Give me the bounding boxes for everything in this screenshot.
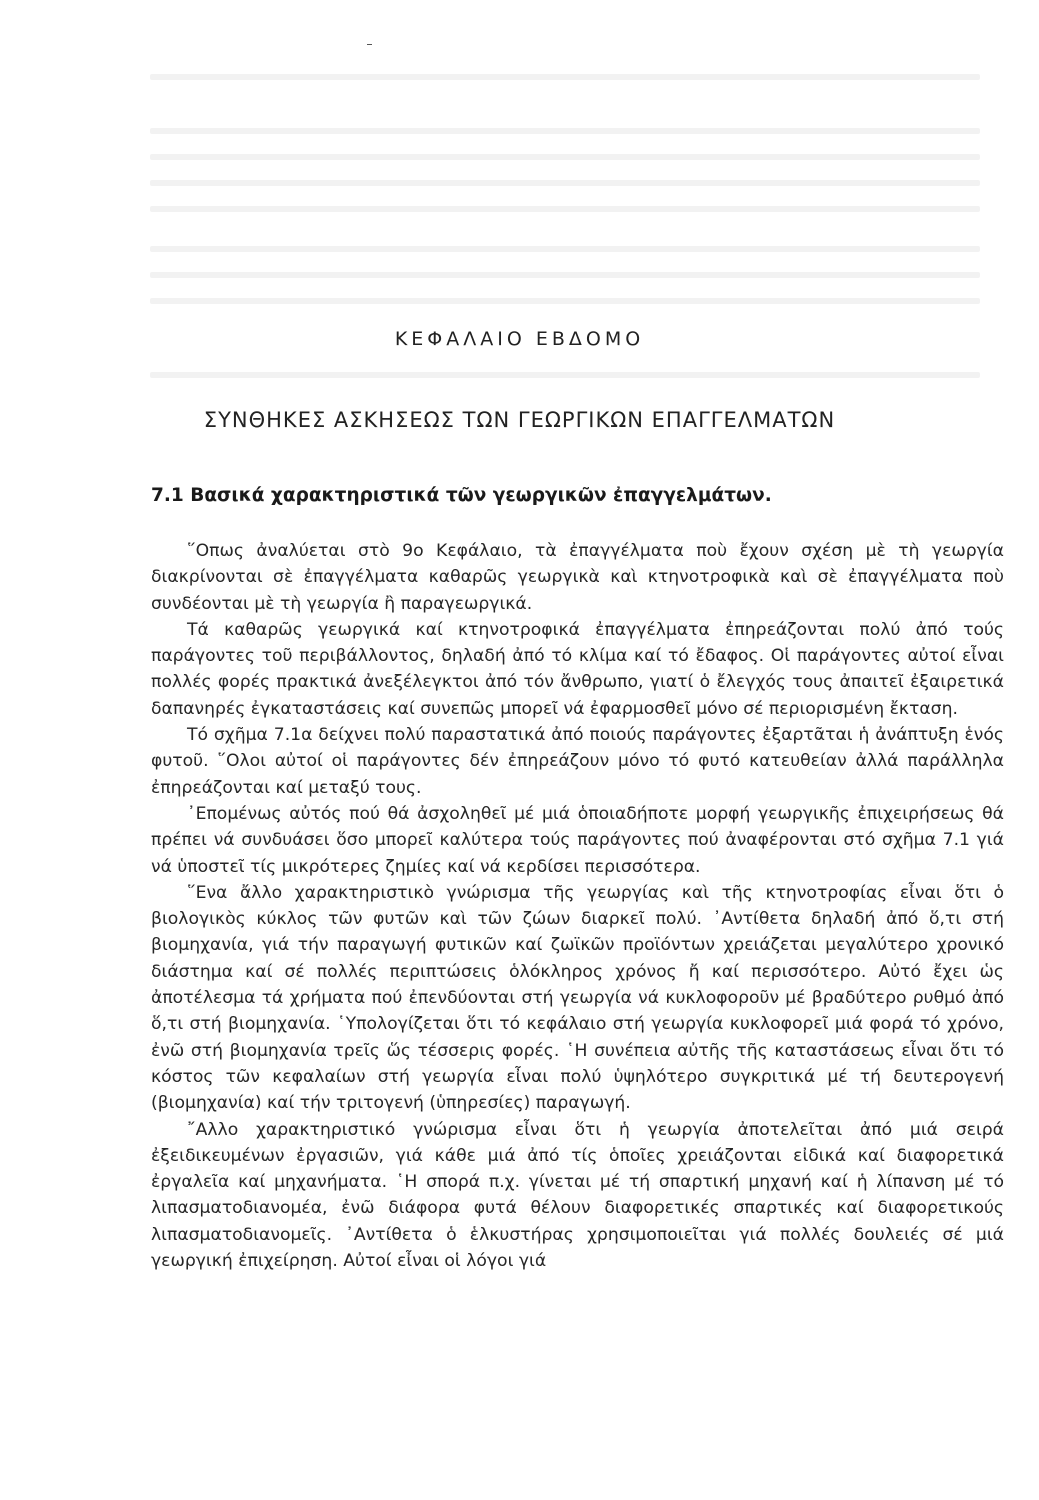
paragraph: Τά καθαρῶς γεωργικά καί κτηνοτροφικά ἐπαγγέλματα ἐπηρεάζονται πολύ ἀπό τούς παράγοντες τοῦ περιβάλλοντος, δηλαδή ἀπό τό κλίμα καί τό ἔδαφος. Οἱ παράγοντες αὐτοί εἶναι πολλές φορές πρακτικά ἀνεξέλεγκτοι ἀπό τόν ἄνθρωπο, γιατί ὁ ἔλεγχός τους ἀπαιτεῖ ἐξαιρετικά δαπανηρές ἐγκαταστάσεις καί συνεπῶς μπορεῖ νά ἐφαρμοσθεῖ μόνο σέ περιορισμένη ἔκταση. [151,619,1004,719]
bleed-through [150,128,980,134]
bleed-through [150,372,980,378]
chapter-label: ΚΕΦΑΛΑΙΟ ΕΒΔΟΜΟ [394,328,645,350]
paragraph: ᾽Επομένως αὐτός πού θά ἀσχοληθεῖ μέ μιά ὁποιαδήποτε μορφή γεωργικῆς ἐπιχειρήσεως θά πρέπει νά συνδυάσει ὅσο μπορεῖ καλύτερα τούς παράγοντες πού ἀναφέρονται στό σχῆμα 7.1 γιά νά ὑποστεῖ τίς μικρότερες ζημίες καί νά κερδίσει περισσότερα. [151,803,1004,877]
bleed-through [150,206,980,212]
paragraph: ῞Οπως ἀναλύεται στὸ 9ο Κεφάλαιο, τὰ ἐπαγγέλματα ποὺ ἔχουν σχέση μὲ τὴ γεωργία διακρίνονται σὲ ἐπαγγέλματα καθαρῶς γεωργικὰ καὶ κτηνοτροφικὰ καὶ σὲ ἐπαγγέλματα ποὺ συνδέονται μὲ τὴ γεωργία ἢ παραγεωργικά. [151,541,1004,614]
bleed-through [150,298,980,304]
chapter-title: ΣΥΝΘΗΚΕΣ ΑΣΚΗΣΕΩΣ ΤΩΝ ΓΕΩΡΓΙΚΩΝ ΕΠΑΓΓΕΛΜΑΤΩΝ [203,408,836,432]
section-heading: 7.1 Βασικά χαρακτηριστικά τῶν γεωργικῶν ἐπαγγελμάτων. [151,485,772,506]
paragraph: ῎Αλλο χαρακτηριστικό γνώρισμα εἶναι ὅτι ἡ γεωργία ἀποτελεῖται ἀπό μιά σειρά ἐξειδικευμένων ἐργασιῶν, γιά κάθε μιά ἀπό τίς ὁποῖες χρειάζονται εἰδικά καί διαφορετικά ἐργαλεῖα καί μηχανήματα. ῾Η σπορά π.χ. γίνεται μέ τή σπαρτική μηχανή καί ἡ λίπανση μέ τό λιπασματοδιανομέα, ἐνῶ διάφορα φυτά θέλουν διαφορετικές σπαρτικές καί διαφορετικούς λιπασματοδιανομεῖς. ᾽Αντίθετα ὁ ἑλκυστήρας χρησιμοποιεῖται γιά πολλές δουλειές σέ μιά γεωργική ἐπιχείρηση. Αὐτοί εἶναι οἱ λόγοι γιά [151,1119,1004,1272]
bleed-through [150,74,980,80]
stray-mark [367,44,372,45]
bleed-through [150,180,980,186]
bleed-through [150,246,980,252]
bleed-through [150,154,980,160]
bleed-through [150,272,980,278]
paragraph: ῞Ενα ἄλλο χαρακτηριστικὸ γνώρισμα τῆς γεωργίας καὶ τῆς κτηνοτροφίας εἶναι ὅτι ὁ βιολογικὸς κύκλος τῶν φυτῶν καὶ τῶν ζώων διαρκεῖ πολύ. ᾽Αντίθετα δηλαδή ἀπό ὅ,τι στή βιομηχανία, γιά τήν παραγωγή φυτικῶν καί ζωϊκῶν προϊόντων χρειάζεται μεγαλύτερο χρονικό διάστημα καί σέ πολλές περιπτώσεις ὁλόκληρος χρόνος ἤ καί περισσότερο. Αὐτό ἔχει ὡς ἀποτέλεσμα τά χρήματα πού ἐπενδύονται στή γεωργία νά κυκλοφοροῦν μέ βραδύτερο ρυθμό ἀπό ὅ,τι στή βιομηχανία. ῾Υπολογίζεται ὅτι τό κεφάλαιο στή γεωργία κυκλοφορεῖ μιά φορά τό χρόνο, ἐνῶ στή βιομηχανία τρεῖς ὥς τέσσερις φορές. ῾Η συνέπεια αὐτῆς τῆς καταστάσεως εἶναι ὅτι τό κόστος τῶν κεφαλαίων στή γεωργία εἶναι πολύ ὑψηλότερο συγκριτικά μέ τή δευτερογενή (βιομηχανία) καί τήν τριτογενή (ὑπηρεσίες) παραγωγή. [151,882,1004,1114]
body-text [151,538,1004,1274]
paragraph: Τό σχῆμα 7.1α δείχνει πολύ παραστατικά ἀπό ποιούς παράγοντες ἐξαρτᾶται ἡ ἀνάπτυξη ἑνός φυτοῦ. ῞Ολοι αὐτοί οἱ παράγοντες δέν ἐπηρεάζουν μόνο τό φυτό κατευθείαν ἀλλά παράλληλα ἐπηρεάζονται καί μεταξύ τους. [151,725,1004,798]
